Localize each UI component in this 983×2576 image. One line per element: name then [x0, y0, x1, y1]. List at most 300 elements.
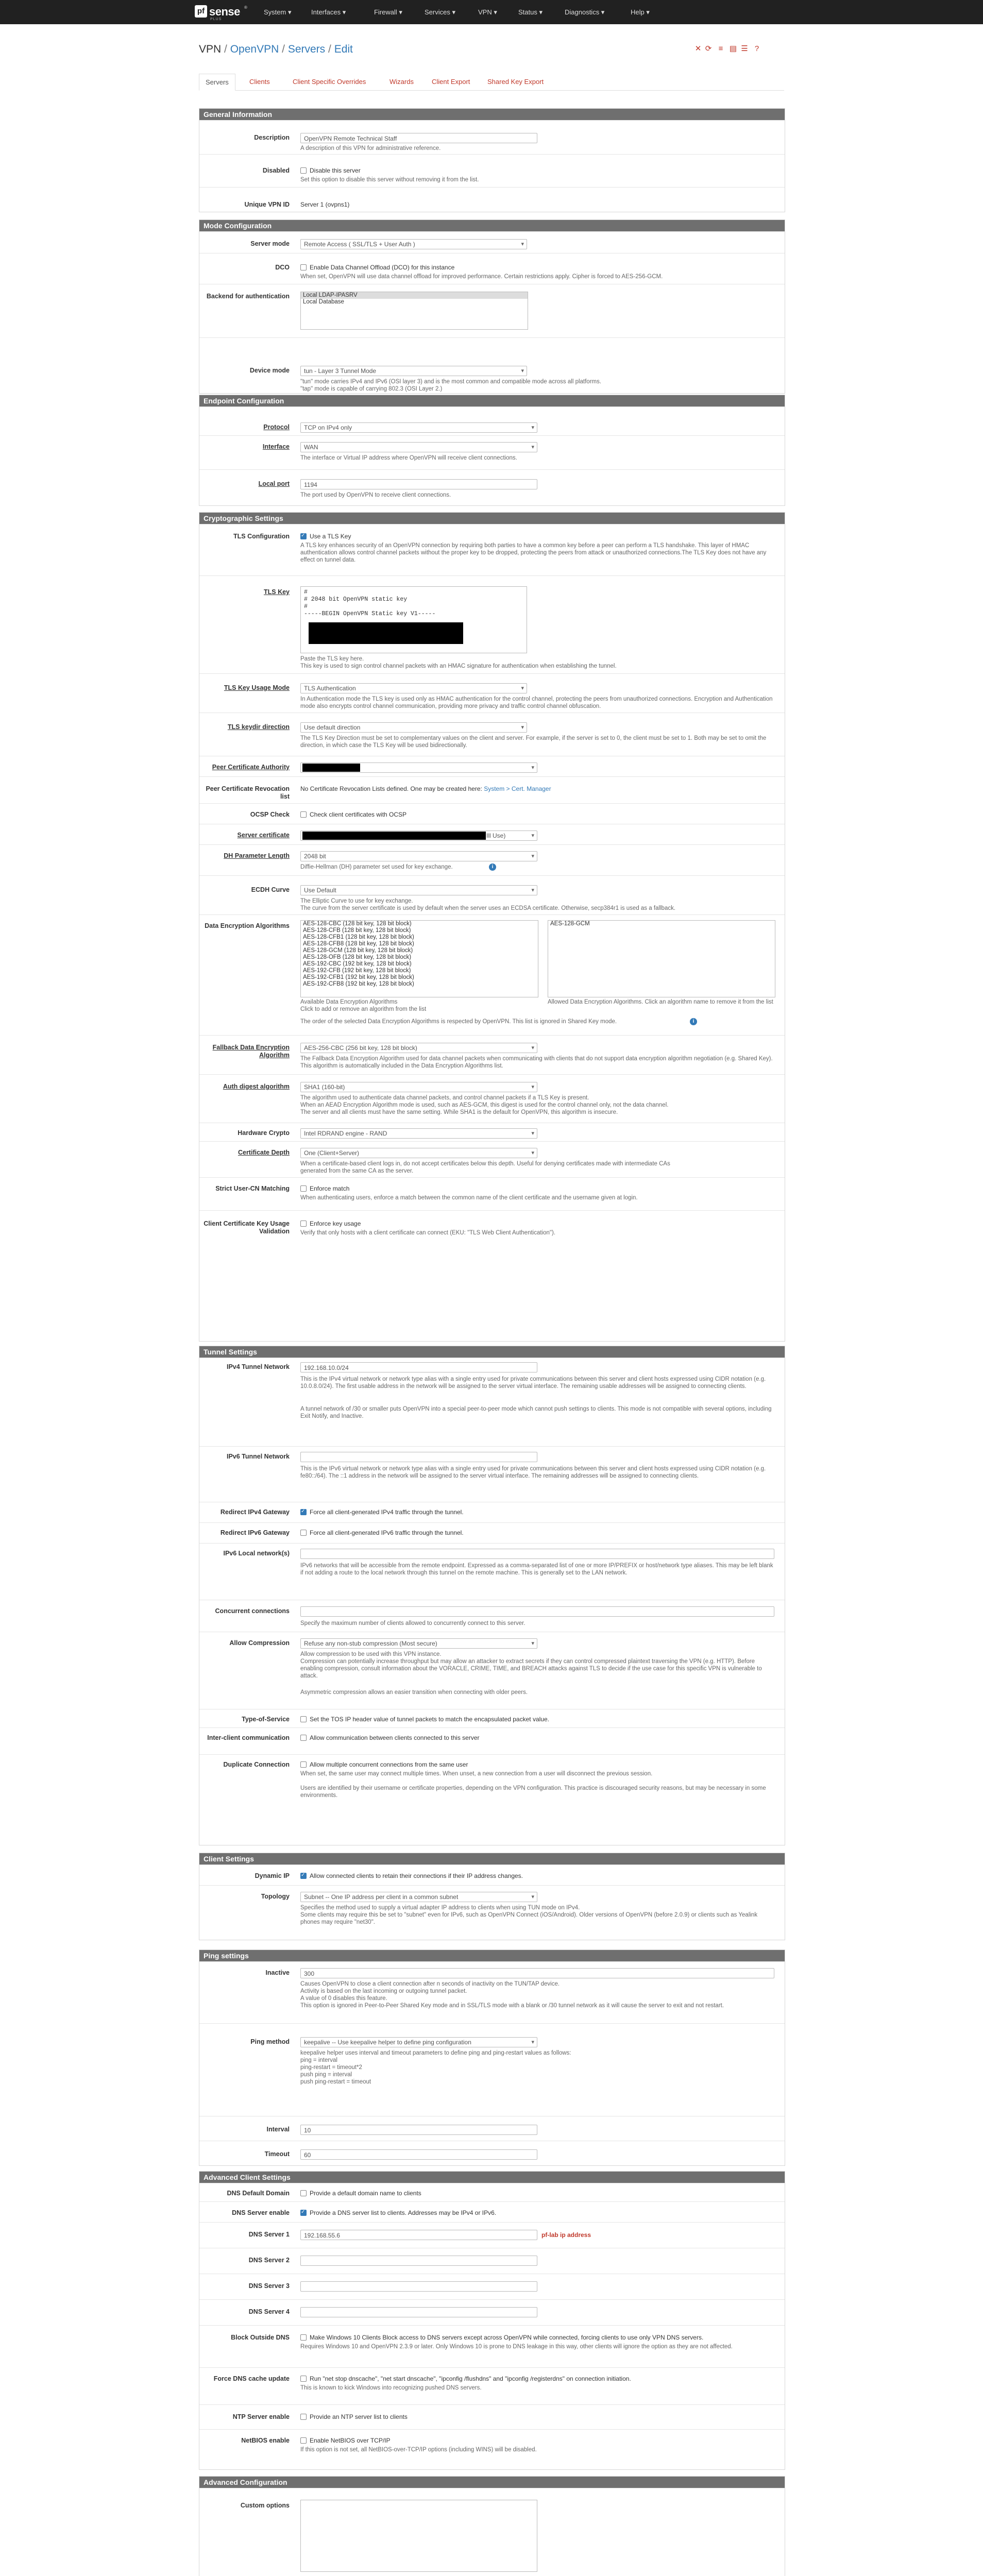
comp-help2: Compression can potentially increase throughput but may allow an attacker to extract secrets if they can control compressed plaintext traversing the VPN (e.g. HTTP). Before enabling compression, consult information about the VORACLE, CRIME, TIME, and BREACH attacks against TLS to decide if the use case for this specific VPN is vulnerable to attack.: [300, 1658, 762, 1679]
top-navbar: [0, 0, 983, 24]
tab-servers[interactable]: Servers: [199, 74, 235, 91]
label-compression: Allow Compression: [229, 1639, 290, 1647]
flush-help: This is known to kick Windows into recognizing pushed DNS servers.: [300, 2385, 482, 2391]
description-help: A description of this VPN for administrative reference.: [300, 145, 441, 151]
row-server-cert: [199, 824, 785, 845]
row-dns4: [199, 2299, 785, 2326]
label-ntp: NTP Server enable: [232, 2413, 290, 2420]
ipv6-tunnel-input[interactable]: [300, 1452, 537, 1462]
dns4-input[interactable]: [300, 2307, 537, 2317]
dns-default-checkbox[interactable]: [300, 2190, 421, 2197]
checkbox-box[interactable]: [300, 1716, 307, 1722]
label-dns3: DNS Server 3: [248, 2282, 290, 2290]
label-concurrent: Concurrent connections: [215, 1607, 290, 1615]
tls-dir-select[interactable]: Use default direction ▾: [300, 722, 527, 733]
ping-method-select[interactable]: keepalive -- Use keepalive helper to define ping configuration ▾: [300, 2037, 537, 2047]
menu-diagnostics[interactable]: Diagnostics ▾: [565, 8, 605, 16]
checkbox-box[interactable]: [300, 2210, 307, 2216]
local6-input[interactable]: [300, 1549, 774, 1559]
ipv4-help1: This is the IPv4 virtual network or network type alias with a single entry used for private communications between this server and client hosts expressed using CIDR notation (e.g. 10.0.8.0/24). The first usable address in the network will be assigned to the server virtual interface. The remaining usable addresses will be assigned to connecting clients.: [300, 1376, 766, 1389]
label-dynamic-ip: Dynamic IP: [255, 1872, 290, 1879]
row-custom-options: [199, 2488, 785, 2576]
row-auth-digest: [199, 1074, 785, 1123]
row-ntp: [199, 2404, 785, 2430]
row-topology: [199, 1885, 785, 1940]
inact-help2: Activity is based on the last incoming or outgoing tunnel packet.: [300, 1988, 467, 1994]
device-mode-help1: "tun" mode carries IPv4 and IPv6 (OSI layer 3) and is the most common and compatible mode across all platforms.: [300, 379, 602, 385]
ipv6-help: This is the IPv6 virtual network or network type alias with a single entry used for private communications between this server and client hosts expressed using CIDR notation (e.g. fe80::/64). The ::1 address in the network will be assigned to the server virtual interface. The remaining addresses will be assigned to connecting clients.: [300, 1466, 766, 1479]
row-vpn-id: [199, 187, 785, 212]
label-redir6: Redirect IPv6 Gateway: [220, 1529, 290, 1536]
logo-text: sense: [209, 5, 240, 18]
dnssrv-text: Provide a DNS server list to clients. Addresses may be IPv4 or IPv6.: [310, 2209, 497, 2216]
panel-advanced: [199, 2476, 785, 2576]
redir4-checkbox[interactable]: [300, 1509, 464, 1516]
panel-title: Tunnel Settings: [199, 1346, 785, 1358]
duplicate-checkbox[interactable]: [300, 1761, 468, 1768]
label-timeout: Timeout: [264, 2150, 290, 2158]
disabled-text: Disable this server: [310, 167, 361, 174]
algorithm-option[interactable]: AES-192-CFB (192 bit key, 128 bit block): [303, 968, 411, 974]
inact-help1: Causes OpenVPN to close a client connection after n seconds of inactivity on the TUN/TAP device.: [300, 1981, 560, 1987]
tab-clients[interactable]: Clients: [249, 78, 270, 86]
label-flush-dns: Force DNS cache update: [213, 2375, 290, 2382]
dynamic-ip-checkbox[interactable]: [300, 1872, 523, 1879]
label-dns2: DNS Server 2: [248, 2257, 290, 2264]
row-device-mode: [199, 337, 785, 394]
ecdh-help2: The curve from the server certificate is used by default when the server uses an ECDSA certificate. Otherwise, secp384r1 is used as a fallback.: [300, 905, 676, 911]
compression-select[interactable]: Refuse any non-stub compression (Most secure) ▾: [300, 1638, 537, 1649]
panel-title: Advanced Configuration: [199, 2477, 785, 2488]
panel-client: [199, 1853, 785, 1940]
row-data-encryption: [199, 914, 785, 1036]
checkbox-box[interactable]: [300, 533, 307, 539]
checkbox-box[interactable]: [300, 2190, 307, 2196]
ntp-checkbox[interactable]: [300, 2413, 408, 2420]
label-ecdh: ECDH Curve: [251, 886, 290, 893]
redir4-text: Force all client-generated IPv4 traffic through the tunnel.: [310, 1509, 464, 1516]
local6-help: IPv6 networks that will be accessible from the remote endpoint. Expressed as a comma-separated list of one or more IP/PREFIX or host/network type aliases. This may be left blank if not adding a route to the local network through this tunnel on the remote machine. This is generally set to the LAN network.: [300, 1563, 773, 1576]
inactive-input[interactable]: 300: [300, 1968, 774, 1978]
row-backend: [199, 284, 785, 338]
label-fallback: Fallback Data Encryption Algorithm: [212, 1044, 290, 1059]
label-local6: IPv6 Local network(s): [223, 1550, 290, 1557]
comp-help3: Asymmetric compression allows an easier transition when connecting with older peers.: [300, 1689, 528, 1696]
tos-checkbox[interactable]: [300, 1716, 549, 1723]
label-server-mode: Server mode: [250, 240, 290, 247]
available-algorithms-listbox[interactable]: [300, 920, 538, 997]
concurrent-help: Specify the maximum number of clients allowed to concurrently connect to this server.: [300, 1620, 526, 1626]
tls-key-help2: This key is used to sign control channel packets with an HMAC signature for authentication when establishing the tunnel.: [300, 663, 617, 669]
fallback-select[interactable]: AES-256-CBC (256 bit key, 128 bit block) ▾: [300, 1043, 537, 1053]
dns2-input[interactable]: [300, 2256, 537, 2266]
vpn-id-value: Server 1 (ovpns1): [300, 201, 350, 208]
ping-method-help: keepalive helper uses interval and timeout parameters to define ping and ping-restart values as follows: ping = interval ping-restart = timeout*2 push ping = interval push ping-restart = timeout: [300, 2050, 571, 2085]
crumb-servers[interactable]: Servers: [287, 43, 326, 55]
menu-help[interactable]: Help ▾: [631, 8, 650, 16]
dns3-input[interactable]: [300, 2281, 537, 2292]
row-interface: [199, 435, 785, 470]
backend-option[interactable]: Local LDAP-IPASRV: [301, 292, 528, 299]
logo-edition: PLUS: [210, 18, 222, 21]
panel-ping: [199, 1950, 785, 2166]
dns1-input[interactable]: 192.168.55.6: [300, 2230, 537, 2240]
row-dns3: [199, 2274, 785, 2300]
algorithm-option[interactable]: AES-128-CFB1 (128 bit key, 128 bit block): [303, 934, 414, 940]
row-flush-dns: [199, 2367, 785, 2405]
auth-help3: The server and all clients must have the same setting. While SHA1 is the default for OpenVPN, this algorithm is insecure.: [300, 1109, 618, 1115]
checkbox-box[interactable]: [300, 1735, 307, 1741]
label-data-encryption: Data Encryption Algorithms: [205, 922, 290, 929]
label-cert-depth: Certificate Depth: [238, 1149, 290, 1156]
row-interval: [199, 2116, 785, 2141]
label-ipv6-tunnel: IPv6 Tunnel Network: [226, 1453, 290, 1460]
nb-text: Enable NetBIOS over TCP/IP: [310, 2437, 391, 2444]
dco-help: When set, OpenVPN will use data channel offload for improved performance. Certain restrictions apply. Cipher is forced to AES-256-GCM.: [300, 274, 663, 280]
label-custom-options: Custom options: [240, 2502, 290, 2509]
row-netbios: [199, 2429, 785, 2470]
row-peer-ca: [199, 756, 785, 777]
dup-help1: When set, the same user may connect multiple times. When unset, a new connection from a user will disconnect the previous session.: [300, 1771, 653, 1777]
block-help: Requires Windows 10 and OpenVPN 2.3.9 or later. Only Windows 10 is prone to DNS leakage in this way, other clients will ignore the option as they are not affected.: [300, 2344, 733, 2350]
inact-help3: A value of 0 disables this feature.: [300, 1995, 387, 2002]
tls-key-checkbox[interactable]: [300, 533, 351, 540]
redir6-checkbox[interactable]: [300, 1529, 464, 1536]
panel-endpoint: [199, 395, 785, 506]
disabled-help: Set this option to disable this server without removing it from the list.: [300, 177, 479, 183]
server-cert-suffix: Ill Use): [486, 832, 506, 839]
label-disabled: Disabled: [262, 167, 290, 174]
label-strict-cn: Strict User-CN Matching: [215, 1185, 290, 1192]
label-interface: Interface: [262, 443, 290, 450]
crumb-sep: /: [282, 43, 285, 55]
row-tls-config: [199, 524, 785, 576]
tos-text: Set the TOS IP header value of tunnel packets to match the encapsulated packet value.: [310, 1716, 549, 1723]
panel-tunnel: [199, 1346, 785, 1845]
algorithm-option[interactable]: AES-128-OFB (128 bit key, 128 bit block): [303, 954, 412, 960]
panel-title: Endpoint Configuration: [199, 395, 785, 406]
dh-select[interactable]: 2048 bit ▾: [300, 851, 537, 861]
checkbox-box[interactable]: [300, 1509, 307, 1515]
panel-title: Cryptographic Settings: [199, 513, 785, 524]
server-mode-select[interactable]: Remote Access ( SSL/TLS + User Auth ) ▾: [300, 239, 527, 249]
row-local-port: [199, 469, 785, 506]
row-server-mode: [199, 231, 785, 253]
device-mode-help2: "tap" mode is capable of carrying 802.3 (OSI Layer 2.): [300, 386, 443, 392]
checkbox-box[interactable]: [300, 1185, 307, 1192]
device-mode-select[interactable]: tun - Layer 3 Tunnel Mode ▾: [300, 366, 527, 376]
panel-crypto: [199, 512, 785, 1342]
label-ocsp: OCSP Check: [250, 811, 290, 818]
menu-interfaces[interactable]: Interfaces ▾: [311, 8, 346, 16]
label-inactive: Inactive: [265, 1969, 290, 1976]
label-duplicate: Duplicate Connection: [223, 1761, 290, 1768]
redacted-block: [302, 832, 486, 840]
label-device-mode: Device mode: [249, 367, 290, 374]
ecdh-help1: The Elliptic Curve to use for key exchange.: [300, 898, 413, 904]
algorithm-option[interactable]: AES-128-CBC (128 bit key, 128 bit block): [303, 921, 412, 927]
dco-checkbox[interactable]: [300, 264, 454, 271]
label-eku: Client Certificate Key Usage Validation: [204, 1220, 290, 1235]
custom-options-textarea[interactable]: [300, 2500, 537, 2572]
auth-help1: The algorithm used to authenticate data channel packets, and control channel packets if a TLS Key is present.: [300, 1095, 589, 1101]
row-timeout: [199, 2141, 785, 2166]
crumb-edit[interactable]: Edit: [334, 43, 353, 55]
ntp-text: Provide an NTP server list to clients: [310, 2413, 408, 2420]
label-inter-client: Inter-client communication: [207, 1734, 290, 1741]
interval-input[interactable]: 10: [300, 2125, 537, 2135]
strict-help: When authenticating users, enforce a match between the common name of the client certificate and the username given at login.: [300, 1195, 638, 1201]
row-dns2: [199, 2248, 785, 2274]
checkbox-box[interactable]: [300, 1761, 307, 1768]
row-ecdh: [199, 875, 785, 915]
block-dns-checkbox[interactable]: [300, 2334, 703, 2341]
row-disabled: [199, 154, 785, 188]
interface-select[interactable]: WAN ▾: [300, 442, 537, 452]
row-dns1: [199, 2222, 785, 2248]
logo-trademark: ®: [244, 5, 247, 10]
dea-available-help1: Available Data Encryption Algorithms: [300, 999, 398, 1005]
checkbox-box[interactable]: [300, 2334, 307, 2341]
label-auth-digest: Auth digest algorithm: [223, 1083, 290, 1090]
allowed-algorithms-listbox[interactable]: [548, 920, 775, 997]
cert-manager-link[interactable]: System > Cert. Manager: [484, 785, 551, 792]
row-dns-default: [199, 2183, 785, 2202]
row-dynamic-ip: [199, 1865, 785, 1886]
checkbox-box[interactable]: [300, 2376, 307, 2382]
algorithm-option[interactable]: AES-128-CFB8 (128 bit key, 128 bit block): [303, 941, 414, 947]
tab-bar: [199, 74, 784, 91]
dyn-text: Allow connected clients to retain their connections if their IP address changes.: [310, 1872, 523, 1879]
algorithm-option[interactable]: AES-192-CBC (192 bit key, 128 bit block): [303, 961, 412, 967]
ipv4-help2: A tunnel network of /30 or smaller puts OpenVPN into a special peer-to-peer mode which cannot push settings to clients. This mode is not compatible with several options, including Exit Notify, and Inactive.: [300, 1406, 772, 1419]
crumb-vpn: VPN: [199, 43, 222, 55]
timeout-input[interactable]: 60: [300, 2149, 537, 2160]
ipv4-tunnel-input[interactable]: 192.168.10.0/24: [300, 1362, 537, 1372]
fallback-help: The Fallback Data Encryption Algorithm used for data channel packets when communicating with clients that do not support data encryption algorithm negotiation (e.g. Shared Key). This algorithm is automatically included in the Data Encryption Algorithms list.: [300, 1056, 773, 1069]
label-netbios: NetBIOS enable: [241, 2437, 290, 2444]
checkbox-box[interactable]: [300, 1873, 307, 1879]
nb-help: If this option is not set, all NetBIOS-over-TCP/IP options (including WINS) will be disabled.: [300, 2447, 537, 2453]
checkbox-box[interactable]: [300, 2437, 307, 2444]
logo-mark: pf: [195, 5, 207, 18]
topo-help1: Specifies the method used to supply a virtual adapter IP address to clients when using TUN mode on IPv4.: [300, 1905, 580, 1911]
pfsense-logo[interactable]: [195, 4, 259, 20]
dup-text: Allow multiple concurrent connections from the same user: [310, 1761, 468, 1768]
row-block-dns: [199, 2325, 785, 2368]
local-port-help: The port used by OpenVPN to receive client connections.: [300, 492, 451, 498]
inter-client-checkbox[interactable]: [300, 1734, 480, 1741]
tab-wizards[interactable]: Wizards: [389, 78, 414, 86]
row-description: [199, 120, 785, 155]
checkbox-box[interactable]: [300, 167, 307, 174]
inact-help4: This option is ignored in Peer-to-Peer Shared Key mode and in SSL/TLS mode with a blank or /30 tunnel network as it will cause the server to exit and not restart.: [300, 2003, 724, 2009]
status-icon[interactable]: ▤: [729, 44, 737, 53]
row-ipv6-tunnel: [199, 1446, 785, 1502]
panel-advanced-client: [199, 2171, 785, 2470]
row-eku: [199, 1210, 785, 1342]
ocsp-text: Check client certificates with OCSP: [310, 811, 407, 818]
label-crl: Peer Certificate Revocation list: [206, 785, 290, 800]
strict-text: Enforce match: [310, 1185, 350, 1192]
backend-listbox[interactable]: [300, 292, 528, 330]
algorithm-option[interactable]: AES-192-CFB1 (192 bit key, 128 bit block): [303, 974, 414, 980]
eku-checkbox[interactable]: [300, 1220, 361, 1227]
label-vpn-id: Unique VPN ID: [244, 201, 290, 208]
tls-usage-help: In Authentication mode the TLS key is used only as HMAC authentication for the control channel, protecting the peers from unauthorized connections. Encryption and Authentication mode also encrypts control channel communication, providing more privacy and traffic control channel obfuscation.: [300, 696, 773, 709]
label-peer-ca: Peer Certificate Authority: [212, 764, 290, 771]
breadcrumb: [199, 43, 353, 56]
label-tls-dir: TLS keydir direction: [227, 723, 290, 731]
row-redir6: [199, 1522, 785, 1544]
row-dco: [199, 253, 785, 284]
checkbox-box[interactable]: [300, 811, 307, 818]
label-dns-server-enable: DNS Server enable: [232, 2209, 290, 2216]
panel-title: General Information: [199, 109, 785, 120]
label-dh: DH Parameter Length: [224, 852, 290, 859]
checkbox-box[interactable]: [300, 2414, 307, 2420]
panel-title: Ping settings: [199, 1950, 785, 1961]
menu-vpn[interactable]: VPN ▾: [478, 8, 497, 16]
restart-service-icon[interactable]: ⟳: [705, 44, 712, 53]
label-redir4: Redirect IPv4 Gateway: [220, 1509, 290, 1516]
panel-title: Advanced Client Settings: [199, 2172, 785, 2183]
crumb-sep: /: [328, 43, 331, 55]
row-inactive: [199, 1961, 785, 2024]
row-inter-client: [199, 1727, 785, 1755]
dns1-note: pf-lab ip address: [541, 2231, 591, 2239]
info-icon[interactable]: i: [489, 863, 496, 871]
algorithm-option[interactable]: AES-128-GCM (128 bit key, 128 bit block): [303, 947, 413, 954]
algorithm-option[interactable]: AES-192-CFB8 (192 bit key, 128 bit block): [303, 981, 414, 987]
concurrent-input[interactable]: [300, 1606, 774, 1617]
row-dh: [199, 844, 785, 876]
label-backend: Backend for authentication: [206, 293, 290, 300]
dnsdef-text: Provide a default domain name to clients: [310, 2190, 421, 2197]
backend-option[interactable]: Local Database: [303, 299, 344, 305]
menu-system[interactable]: System ▾: [264, 8, 292, 16]
dh-help: Diffie-Hellman (DH) parameter set used for key exchange.: [300, 864, 453, 870]
flush-dns-checkbox[interactable]: [300, 2375, 631, 2382]
ocsp-checkbox[interactable]: [300, 811, 406, 818]
cert-depth-select[interactable]: One (Client+Server) ▾: [300, 1148, 537, 1158]
row-crl: [199, 776, 785, 804]
redacted-block: [309, 622, 463, 644]
tab-shared-key-export[interactable]: Shared Key Export: [487, 78, 544, 86]
label-server-cert: Server certificate: [237, 832, 290, 839]
menu-services[interactable]: Services ▾: [425, 8, 455, 16]
inter-text: Allow communication between clients connected to this server: [310, 1734, 480, 1741]
disabled-checkbox[interactable]: [300, 167, 361, 174]
ecdh-select[interactable]: Use Default ▾: [300, 885, 537, 895]
allowed-algorithm-option[interactable]: AES-128-GCM: [550, 921, 590, 927]
label-dns-default: DNS Default Domain: [227, 2190, 290, 2197]
tab-client-export[interactable]: Client Export: [432, 78, 470, 86]
tls-usage-select[interactable]: TLS Authentication ▾: [300, 683, 527, 693]
tls-dir-help: The TLS Key Direction must be set to complementary values on the client and server. For example, if the server is set to 0, the client must be set to 1. Both may be set to omit the direction, in which case the TLS Key will be used bidirectionally.: [300, 735, 767, 749]
row-tls-usage: [199, 673, 785, 713]
eku-help: Verify that only hosts with a client certificate can connect (EKU: "TLS Web Client Authentication").: [300, 1230, 556, 1236]
label-tos: Type-of-Service: [242, 1716, 290, 1723]
menu-firewall[interactable]: Firewall ▾: [374, 8, 402, 16]
row-compression: [199, 1632, 785, 1709]
crl-help: No Certificate Revocation Lists defined. One may be created here:: [300, 785, 482, 792]
row-tls-dir: [199, 713, 785, 756]
hw-crypto-select[interactable]: Intel RDRAND engine - RAND ▾: [300, 1128, 537, 1139]
dco-text: Enable Data Channel Offload (DCO) for this instance: [310, 264, 455, 271]
auth-digest-select[interactable]: SHA1 (160-bit) ▾: [300, 1082, 537, 1092]
panel-mode: [199, 219, 785, 394]
dns-server-checkbox[interactable]: [300, 2209, 496, 2216]
dea-available-help2: Click to add or remove an algorithm from the list: [300, 1006, 427, 1012]
info-icon[interactable]: i: [690, 1018, 697, 1025]
tls-key-textarea[interactable]: # # 2048 bit OpenVPN static key # -----BEGIN OpenVPN Static key V1-----: [300, 586, 527, 653]
row-strict-cn: [199, 1177, 785, 1211]
topology-select[interactable]: Subnet -- One IP address per client in a common subnet ▾: [300, 1892, 537, 1902]
dup-help2: Users are identified by their username or certificate properties, depending on the VPN configuration. This practice is discouraged security reasons, but may be necessary in some environments.: [300, 1785, 766, 1799]
label-hw-crypto: Hardware Crypto: [238, 1129, 290, 1137]
label-ping-method: Ping method: [250, 2038, 290, 2045]
description-input[interactable]: OpenVPN Remote Technical Staff: [300, 133, 537, 143]
menu-status[interactable]: Status ▾: [518, 8, 543, 16]
checkbox-box[interactable]: [300, 264, 307, 270]
panel-general: [199, 108, 785, 212]
label-topology: Topology: [261, 1893, 290, 1900]
tab-client-specific-overrides[interactable]: Client Specific Overrides: [293, 78, 366, 86]
label-dco: DCO: [275, 264, 290, 271]
row-local6: [199, 1543, 785, 1600]
stop-service-icon[interactable]: ✕: [694, 44, 702, 53]
redir6-text: Force all client-generated IPv6 traffic through the tunnel.: [310, 1529, 464, 1536]
row-ocsp: [199, 803, 785, 824]
local-port-input[interactable]: 1194: [300, 479, 537, 489]
label-interval: Interval: [266, 2126, 290, 2133]
comp-help1: Allow compression to be used with this VPN instance.: [300, 1651, 442, 1657]
protocol-select[interactable]: TCP on IPv4 only ▾: [300, 422, 537, 433]
row-protocol: [199, 406, 785, 431]
label-tls-config: TLS Configuration: [233, 533, 290, 540]
flush-text: Run "net stop dnscache", "net start dnscache", "ipconfig /flushdns" and "ipconfig /registerdns" on connection initiation.: [310, 2375, 631, 2382]
netbios-checkbox[interactable]: [300, 2437, 391, 2444]
row-fallback: [199, 1035, 785, 1075]
label-tls-usage: TLS Key Usage Mode: [224, 684, 290, 691]
panel-title: Mode Configuration: [199, 220, 785, 231]
label-dns1: DNS Server 1: [248, 2231, 290, 2238]
row-dns-server-enable: [199, 2201, 785, 2223]
auth-help2: When an AEAD Encryption Algorithm mode is used, such as AES-GCM, this digest is used for the control channel only, not the data channel.: [300, 1102, 669, 1108]
row-cert-depth: [199, 1141, 785, 1178]
tls-config-help: A TLS key enhances security of an OpenVPN connection by requiring both parties to have a common key before a peer can perform a TLS handshake. This layer of HMAC authentication allows control channel packets without the proper key to be dropped, protecting the peers from attack or unauthorized connections.The TLS Key does not have any effect on tunnel data.: [300, 543, 767, 563]
depth-help2: generated from the same CA as the server.: [300, 1168, 414, 1174]
panel-title: Client Settings: [199, 1853, 785, 1865]
row-tls-key: [199, 575, 785, 674]
depth-help1: When a certificate-based client logs in, do not accept certificates below this depth. Useful for denying certificates made with intermediate CAs: [300, 1161, 670, 1167]
checkbox-box[interactable]: [300, 1221, 307, 1227]
crumb-openvpn[interactable]: OpenVPN: [230, 43, 279, 55]
redacted-block: [302, 764, 360, 772]
help-icon[interactable]: ?: [754, 44, 759, 53]
label-protocol: Protocol: [263, 423, 290, 431]
strict-cn-checkbox[interactable]: [300, 1185, 349, 1192]
checkbox-box[interactable]: [300, 1530, 307, 1536]
block-text: Make Windows 10 Clients Block access to DNS servers except across OpenVPN while connected, forcing clients to use only VPN DNS servers.: [310, 2334, 704, 2341]
settings-icon[interactable]: ≡: [718, 44, 723, 53]
topo-help2: Some clients may require this be set to "subnet" even for IPv6, such as OpenVPN Connect (iOS/Android). Older versions of OpenVPN (before 2.0.9) or clients such as Yealink phones may require "net30".: [300, 1912, 758, 1925]
algorithm-option[interactable]: AES-128-CFB (128 bit key, 128 bit block): [303, 927, 411, 934]
log-icon[interactable]: ☰: [741, 44, 748, 53]
row-hw-crypto: [199, 1123, 785, 1142]
row-ipv4-tunnel: [199, 1358, 785, 1447]
